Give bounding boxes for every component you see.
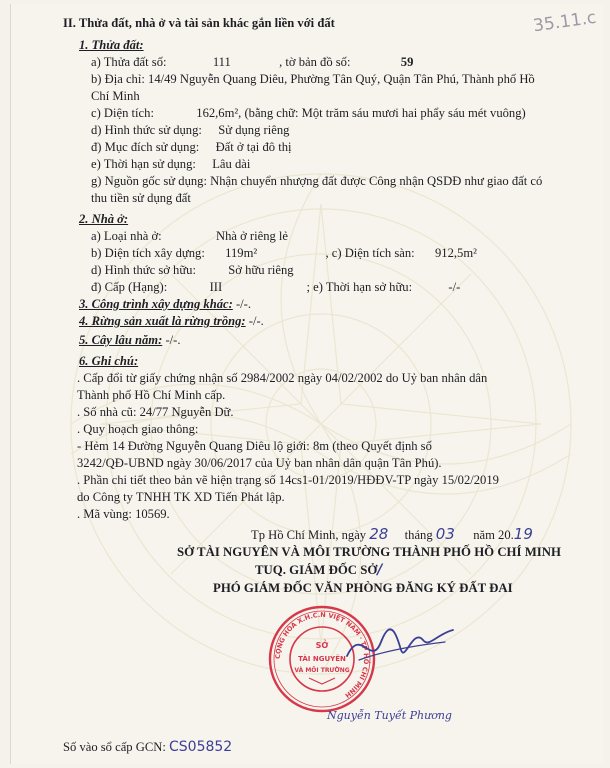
other-works-value: -/-. [235,297,252,311]
signer-name: Nguyễn Tuyết Phương [327,709,452,722]
corner-handwritten-note: 35.11.c [531,7,598,37]
land-parcel-value: 111 [212,55,231,69]
note-line: 3242/QĐ-UBND ngày 30/06/2017 của Uỷ ban nhân dân quận Tân Phú). [77,456,442,470]
stamp-inner-line-1: SỞ [315,641,329,650]
tuq-line [255,563,382,578]
land-purpose-value: Đất ở tại đô thị [215,140,292,154]
land-address-value-1: 14/49 Nguyễn Quang Diêu, Phường Tân Quý, Quận Tân Phú, Thành phố Hồ [148,72,535,86]
land-address-row [91,72,535,87]
production-forest-value: -/-. [248,314,264,328]
house-floor-area-label: , c) Diện tích sàn: [325,246,415,260]
house-ownership-value: Sở hữu riêng [228,263,294,277]
issue-day: 28 [369,525,389,543]
production-forest-label: 4. Rừng sản xuất là rừng trồng: [79,314,246,328]
land-purpose-row [91,140,292,155]
note-line: . Quy hoạch giao thông: [77,422,199,436]
gcn-registry-value: CS05852 [169,739,233,755]
issue-year-suffix: 19 [513,525,533,543]
gcn-registry-row [63,740,232,755]
issue-year-prefix: năm 20. [473,528,514,542]
note-line: . Mã vùng: 10569. [77,507,170,521]
issue-month-label: tháng [404,528,433,542]
house-grade-row [91,280,460,295]
issue-place-prefix: Tp Hồ Chí Minh, ngày [251,528,367,542]
tuq-label: TUQ. GIÁM ĐỐC SỞ [255,563,378,577]
land-usage-form-row [91,123,289,138]
land-heading: 1. Thửa đất: [79,38,144,52]
perennial-trees-row [79,333,180,348]
land-parcel-row [91,55,413,70]
land-term-row [91,157,250,172]
land-address-value-2: Chí Minh [91,89,140,103]
land-map-label: , tờ bản đồ số: [279,55,351,69]
perennial-trees-label: 5. Cây lâu năm: [79,333,163,347]
land-area-label: c) Diện tích: [91,106,154,120]
note-line: . Phần chi tiết theo bản vẽ hiện trạng số 14cs1-01/2019/HĐĐV-TP ngày 15/02/2019 [77,473,499,487]
house-grade-value: III [209,280,223,294]
land-purpose-label: đ) Mục đích sử dụng: [91,140,200,154]
house-ownership-term-label: ; e) Thời hạn sở hữu: [306,280,413,294]
other-works-label: 3. Công trình xây dựng khác: [79,297,233,311]
house-ownership-row [91,263,294,278]
other-works-row [79,297,251,312]
house-build-area-value: 119m² [225,246,258,260]
land-term-label: e) Thời hạn sử dụng: [91,157,196,171]
land-area-row [91,106,526,121]
land-address-label: b) Địa chỉ: [91,72,145,86]
issue-date [251,527,533,543]
section-title: II. Thửa đất, nhà ở và tài sản khác gắn liền với đất [63,16,335,30]
tuq-initial: / [377,562,383,578]
production-forest-row [79,314,264,329]
house-build-area-label: b) Diện tích xây dựng: [91,246,205,260]
house-type-row [91,229,288,244]
land-usage-form-label: d) Hình thức sử dụng: [91,123,202,137]
land-area-value: 162,6m², (bằng chữ: Một trăm sáu mươi hai phẩy sáu mét vuông) [196,106,526,120]
land-map-value: 59 [400,55,414,69]
stamp-inner-line-2: TÀI NGUYÊN [298,655,346,663]
house-ownership-term-value: -/- [448,280,461,294]
house-area-row [91,246,477,261]
house-heading: 2. Nhà ở: [79,212,129,226]
land-origin-value-2: thu tiền sử dụng đất [91,191,191,205]
house-floor-area-value: 912,5m² [434,246,477,260]
signer-role: PHÓ GIÁM ĐỐC VĂN PHÒNG ĐĂNG KÝ ĐẤT ĐAI [213,581,513,595]
note-line: . Cấp đổi từ giấy chứng nhận số 2984/2002 ngày 04/02/2002 do Uỷ ban nhân dân [77,371,488,385]
gcn-registry-label: Số vào sổ cấp GCN: [63,740,166,754]
issuing-agency: SỞ TÀI NGUYÊN VÀ MÔI TRƯỜNG THÀNH PHỐ HỒ CHÍ MINH [177,545,561,559]
note-line: . Số nhà cũ: 24/77 Nguyễn Dữ. [77,405,234,419]
handwritten-signature [341,616,461,676]
issue-month: 03 [435,525,455,543]
land-origin-value-1: Nhận chuyển nhượng đất được Công nhận QSDĐ như giao đất có [210,174,543,188]
house-type-value: Nhà ở riêng lẻ [215,229,289,243]
note-line: - Hẻm 14 Đường Nguyễn Quang Diêu lộ giới: 8m (theo Quyết định số [77,439,432,453]
note-line: Thành phố Hồ Chí Minh cấp. [77,388,226,402]
house-type-label: a) Loại nhà ở: [91,229,162,243]
land-origin-row [91,174,542,189]
land-term-value: Lâu dài [212,157,251,171]
land-origin-label: g) Nguồn gốc sử dụng: [91,174,207,188]
house-grade-label: đ) Cấp (Hạng): [91,280,168,294]
notes-heading: 6. Ghi chú: [79,354,139,368]
stamp-outer-text: CỘNG HÒA X.H.C.N VIỆT NAM · TP HỒ CHÍ MINH [273,610,371,700]
land-usage-form-value: Sử dụng riêng [218,123,290,137]
stamp-inner-line-3: VÀ MÔI TRƯỜNG [294,667,350,674]
house-ownership-label: d) Hình thức sở hữu: [91,263,196,277]
note-line: do Công ty TNHH TK XD Tiến Phát lập. [77,490,285,504]
perennial-trees-value: -/-. [165,333,181,347]
certificate-page [10,4,603,764]
land-parcel-label: a) Thửa đất số: [91,55,167,69]
